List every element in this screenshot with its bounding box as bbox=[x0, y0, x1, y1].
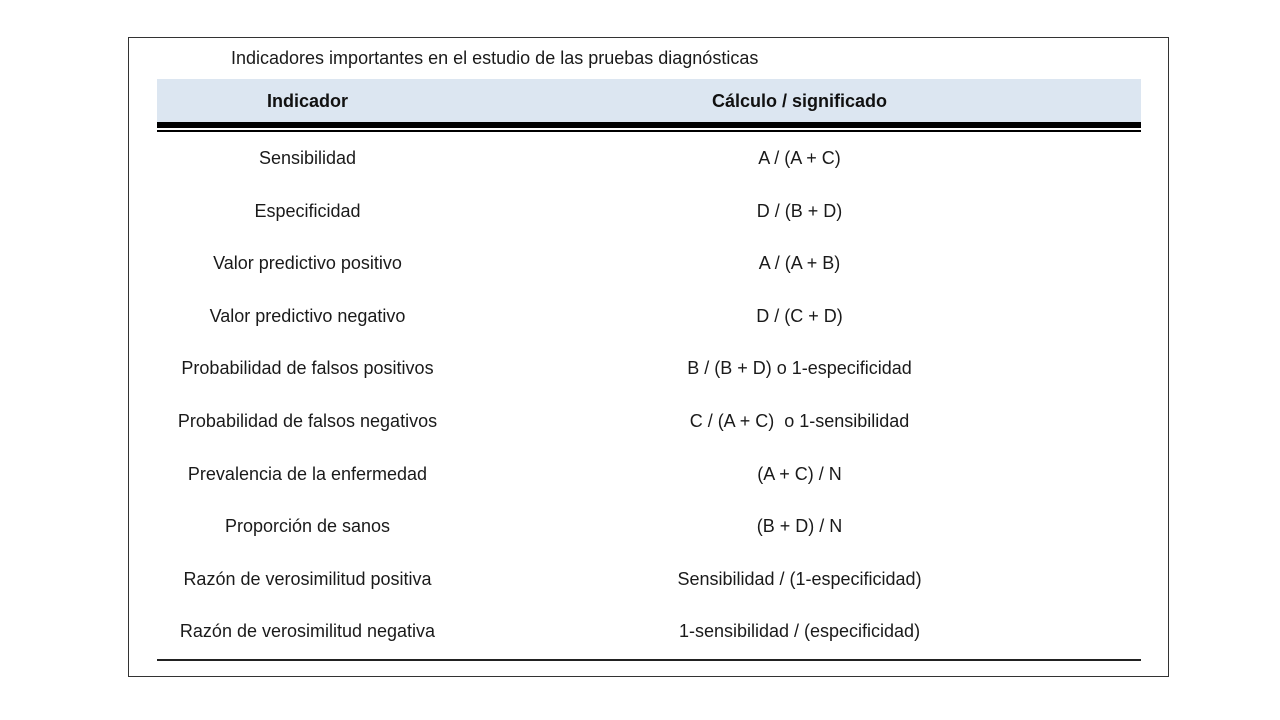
indicator-cell: Probabilidad de falsos positivos bbox=[181, 358, 434, 379]
calculation-cell: (A + C) / N bbox=[757, 463, 842, 484]
indicator-cell: Especificidad bbox=[254, 200, 361, 221]
calculation-cell: D / (C + D) bbox=[756, 305, 843, 326]
indicator-cell: Sensibilidad bbox=[258, 148, 357, 168]
indicator-cell: Probabilidad de falsos negativos bbox=[177, 410, 438, 431]
table-body bbox=[157, 132, 1141, 658]
calculation-cell: C / (A + C) o 1-sensibilidad bbox=[689, 410, 910, 431]
table-row bbox=[157, 553, 1141, 606]
calculation-cell: Sensibilidad / (1-especificidad) bbox=[677, 568, 922, 589]
table-row bbox=[157, 132, 1141, 185]
calculation-cell: (B + D) / N bbox=[756, 516, 843, 537]
indicator-cell: Valor predictivo negativo bbox=[209, 305, 406, 326]
table-row bbox=[157, 342, 1141, 395]
indicator-cell: Proporción de sanos bbox=[224, 516, 391, 537]
table-row bbox=[157, 185, 1141, 238]
table-bottom-rule bbox=[157, 659, 1141, 661]
table-row bbox=[157, 290, 1141, 343]
header-rule-thick bbox=[157, 122, 1141, 128]
calculation-cell: B / (B + D) o 1-especificidad bbox=[687, 358, 912, 379]
table-row bbox=[157, 237, 1141, 290]
calculation-cell: 1-sensibilidad / (especificidad) bbox=[678, 621, 921, 642]
indicator-cell: Razón de verosimilitud negativa bbox=[179, 621, 436, 642]
header-calculation: Cálculo / significado bbox=[711, 91, 888, 111]
header-indicator: Indicador bbox=[266, 91, 348, 111]
table-caption: Indicadores importantes en el estudio de las pruebas diagnósticas bbox=[231, 48, 759, 68]
calculation-cell: D / (B + D) bbox=[756, 200, 843, 221]
indicator-cell: Valor predictivo positivo bbox=[213, 253, 402, 274]
indicator-cell: Razón de verosimilitud positiva bbox=[183, 568, 432, 589]
table-row bbox=[157, 605, 1141, 658]
table-row bbox=[157, 448, 1141, 501]
table-row bbox=[157, 395, 1141, 448]
table-row bbox=[157, 500, 1141, 553]
calculation-cell: A / (A + C) bbox=[758, 148, 841, 168]
calculation-cell: A / (A + B) bbox=[758, 253, 841, 274]
indicator-cell: Prevalencia de la enfermedad bbox=[187, 463, 428, 484]
